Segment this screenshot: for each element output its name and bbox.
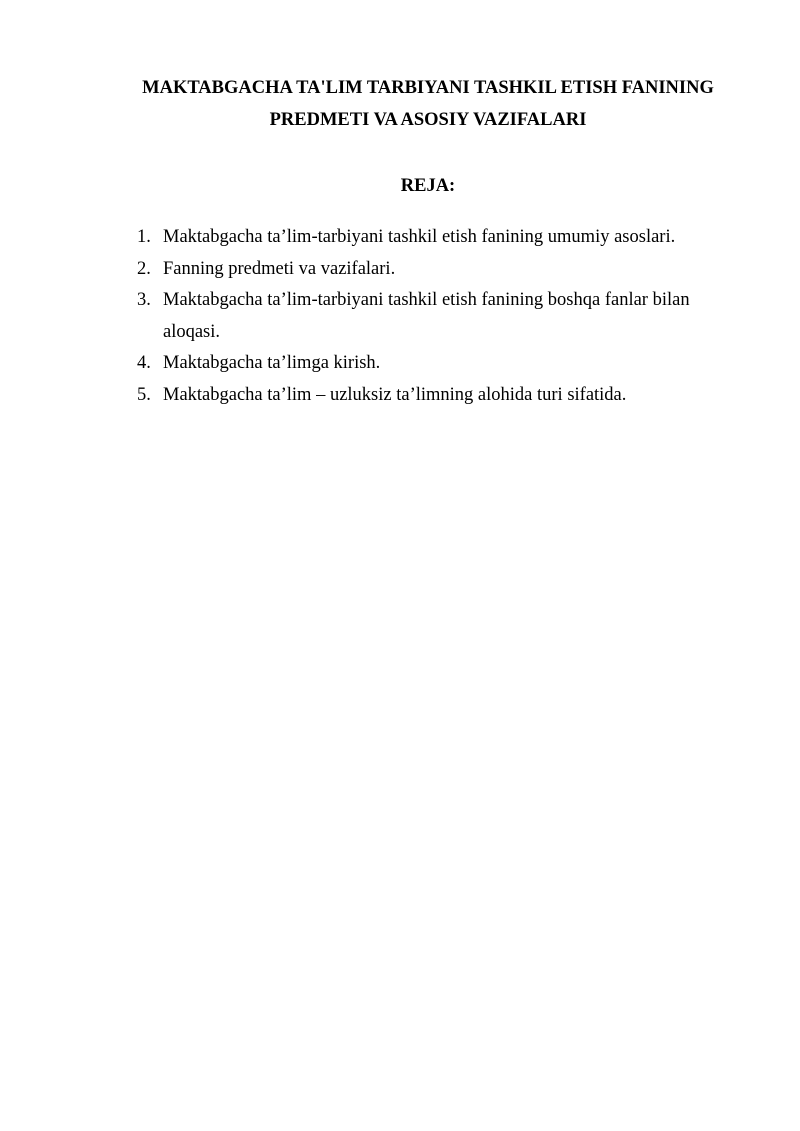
plan-list [0, 222, 800, 411]
plan-item-text: Maktabgacha ta’lim-tarbiyani tashkil etish fanining boshqa fanlar bilan aloqasi. [163, 290, 690, 342]
plan-item-text: Maktabgacha ta’lim-tarbiyani tashkil etish fanining umumiy asoslari. [163, 227, 676, 247]
plan-item-text: Fanning predmeti va vazifalari. [163, 258, 396, 279]
plan-item-1 [0, 222, 800, 254]
plan-item-text: Maktabgacha ta’lim – uzluksiz ta’limning alohida turi sifatida. [163, 384, 627, 405]
plan-item-2 [0, 254, 800, 286]
plan-item-text: Maktabgacha ta’limga kirish. [163, 353, 381, 373]
plan-item-number: 3. [137, 290, 151, 310]
plan-item-5 [0, 380, 800, 412]
plan-item-4 [0, 348, 800, 380]
document-title-line-2: PREDMETI VA ASOSIY VAZIFALARI [269, 110, 587, 130]
plan-heading: REJA: [400, 176, 456, 196]
document-title-line-1: MAKTABGACHA TA'LIM TARBIYANI TASHKIL ETISH FANINING [142, 78, 714, 98]
plan-item-number: 2. [137, 258, 151, 279]
plan-item-number: 5. [137, 384, 151, 405]
plan-item-3 [0, 285, 800, 348]
plan-item-number: 4. [137, 353, 151, 373]
plan-item-number: 1. [137, 227, 151, 247]
